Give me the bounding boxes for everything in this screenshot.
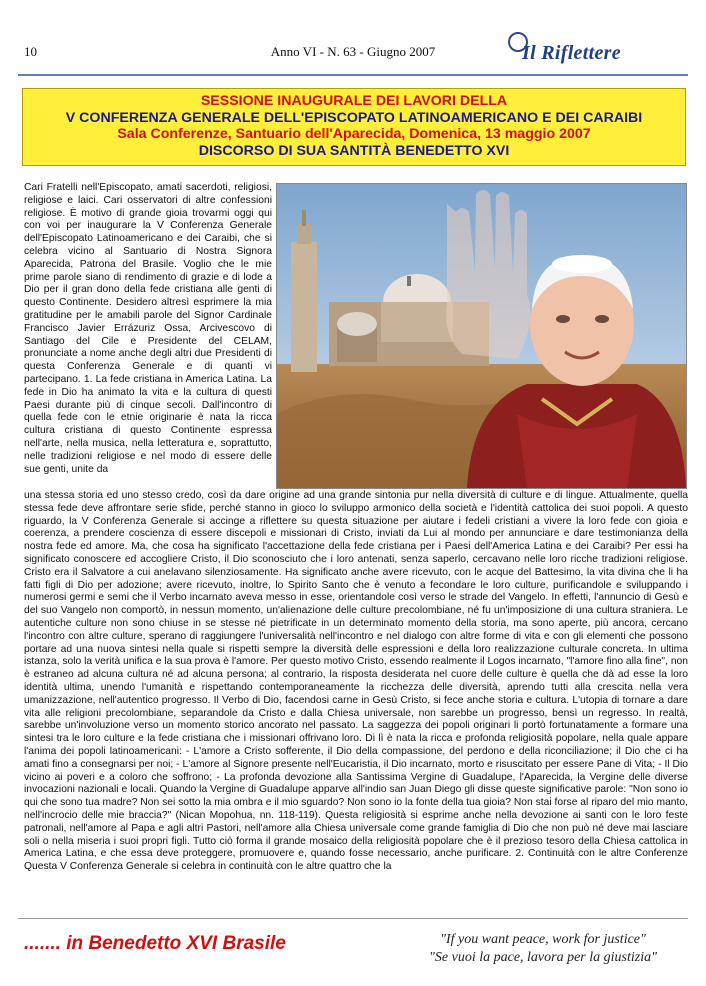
masthead-name: Il Riflettere [522,42,621,64]
page-number: 10 [24,44,37,59]
header-rule [18,74,688,76]
footer-quote [398,931,688,967]
article-body-text: una stessa storia ed uno stesso credo, così da dare origine ad una grande sintonia pur nella diversità di culture e di lingue. Attualmente, quella stessa fede deve affrontare serie sfide, perché stanno in gioco lo sviluppo armonico della società e l'identità cattolica dei suoi popoli. A questo riguardo, la V Conferenza Generale si accinge a riflettere su questa situazione per aiutare i fedeli cristiani a vivere la loro fede con gioia e coerenza, a prendere coscienza di essere discepoli e missionari di Cristo, inviati da Lui al mondo per annunciare e dare testimonianza della nostra fede ed amore. Ma, che cosa ha significato l'accettazione della fede cristiana per i Paesi dell'America Latina e dei Caraibi? Per essi ha significato conoscere ed accogliere Cristo, il Dio sconosciuto che i loro antenati, senza saperlo, cercavano nelle loro ricche tradizioni religiose. Cristo era il Salvatore a cui anelavano silenziosamente. Ha significato anche avere ricevuto, con le acque del Battesimo, la vita divina che li ha fatti figli di Dio per adozione; avere ricevuto, inoltre, lo Spirito Santo che è venuto a fecondare le loro culture, purificandole e sviluppando i numerosi germi e semi che il Verbo incarnato aveva messo in esse, orientandole così verso le strade del Vangelo. In effetti, l'annuncio di Gesù e del suo Vangelo non comportò, in nessun momento, un'alienazione delle culture precolombiane, né fu un'imposizione di una cultura straniera. Le autentiche culture non sono chiuse in se stesse né pietrificate in un determinato momento della storia, ma sono aperte, più ancora, cercano l'incontro con altre culture, sperano di raggiungere l'universalità nell'incontro e nel dialogo con altre forme di vita e con gli elementi che possono portare ad una nuova sintesi nella quale si rispetti sempre la diversità delle espressioni e della loro realizzazione culturale concreta. In ultima istanza, solo la verità unifica e la sua prova è l'amore. Per questo motivo Cristo, essendo realmente il Logos incarnato, "l'amore fino alla fine", non è estraneo ad alcuna cultura né ad alcuna persona; al contrario, la risposta desiderata nel cuore delle culture è quella che dà ad esse la loro identità ultima, unendo l'umanità e rispettando contemporaneamente la ricchezza delle diversità, aprendo tutti alla crescita nella vera umanizzazione, nell'autentico progresso. Il Verbo di Dio, facendosi carne in Gesù Cristo, si fece anche storia e cultura. L'utopia di tornare a dare vita alle religioni precolombiane, separandole da Cristo e dalla Chiesa universale, non sarebbe un progresso, bensì un regresso. In realtà, sarebbe un'involuzione verso un momento storico ancorato nel passato. La saggezza dei popoli originari li portò fortunatamente a formare una sintesi tra le loro culture e la fede cristiana che i missionari offrivano loro. Di lì è nata la ricca e profonda religiosità popolare, nella quale appare l'anima dei popoli latinoamericani: - L'amore a Cristo sofferente, il Dio della compassione, del perdono e della riconciliazione; il Dio che ci ha amati fino a consegnarsi per noi; - L'amore al Signore presente nell'Eucaristia, il Dio incarnato, morto e risuscitato per essere Pane di Vita; - Il Dio vicino ai poveri e a coloro che soffrono; - La profonda devozione alla Santissima Vergine di Guadalupe, l'Aparecida, la Vergine delle diverse invocazioni nazionali e locali. Quando la Vergine di Guadalupe apparve all'indio san Juan Diego gli disse queste significative parole: "Non sono io qui che sono tua madre? Non sei sotto la mia ombra e il mio sguardo? Non sono io la fonte della tua gioia? Non stai forse al riparo del mio manto, nell'incrocio delle mie braccia?" (Nican Mopohua, nn. 118-119). Questa religiosità si esprime anche nella devozione ai santi con le loro feste patronali, nell'amore al Papa e agli altri Pastori, nell'amore alla Chiesa universale come grande famiglia di Dio che non può né deve mai lasciare soli o nella miseria i suoi propri figli. Tutto ciò forma il grande mosaico della religiosità popolare che è il prezioso tesoro della Chiesa cattolica in America Latina, e che essa deve proteggere, promuovere e, quando fosse necessario, anche purificare. 2. Continuità con le altre Conferenze Questa V Conferenza Generale si celebra in continuità con le altre quattro che la [24,490,688,873]
footer-rule [18,918,688,919]
title-box [22,88,686,166]
issue-line: Anno VI - N. 63 - Giugno 2007 [270,44,436,59]
title-line-2: V CONFERENZA GENERALE DELL'EPISCOPATO LATINOAMERICANO E DEI CARAIBI [65,109,643,126]
footer-quote-it: "Se vuoi la pace, lavora per la giustizia" [429,950,657,965]
title-line-3: Sala Conferenze, Santuario dell'Aparecida, Domenica, 13 maggio 2007 [117,126,591,142]
footer-quote-en: "If you want peace, work for justice" [440,932,646,947]
title-line-4: DISCORSO DI SUA SANTITÀ BENEDETTO XVI [198,142,510,159]
masthead-logo [508,32,688,66]
photo-illustration [277,184,686,488]
article-column-text: Cari Fratelli nell'Episcopato, amati sacerdoti, religiosi, religiose e laici. Cari osservatori di altre confessioni religiose. È motivo di grande gioia trovarmi oggi qui con voi per inaugurare la V Conferenza Generale dell'Episcopato Latinoamericano e dei Caraibi, che si celebra vicino al Santuario di Nostra Signora Aparecida, Patrona del Brasile. Voglio che le mie prime parole siano di rendimento di grazie e di lode a Dio per il gran dono della fede cristiana alle genti di questo Continente. Desidero altresì esprimere la mia gratitudine per le amabili parole del Signor Cardinale Francisco Javier Errázuriz Ossa, Arcivescovo di Santiago del Cile e Presidente del CELAM, pronunciate a nome anche degli altri due Presidenti di questa Conferenza Generale e di quanti vi partecipano. 1. La fede cristiana in America Latina. La fede in Dio ha animato la vita e la cultura di questi Paesi durante più di cinque secoli. Dall'incontro di quella fede con le etnie originarie è nata la ricca cultura cristiana di questo Continente espressa nell'arte, nella musica, nella letteratura e, soprattutto, nelle tradizioni religiose e nel modo di essere delle sue genti, unite da [24,182,272,475]
title-line-1: SESSIONE INAUGURALE DEI LAVORI DELLA [200,93,508,109]
footer-section-title: ....... in Benedetto XVI Brasile [24,933,286,954]
pope-sanctuary-photo [276,183,687,489]
